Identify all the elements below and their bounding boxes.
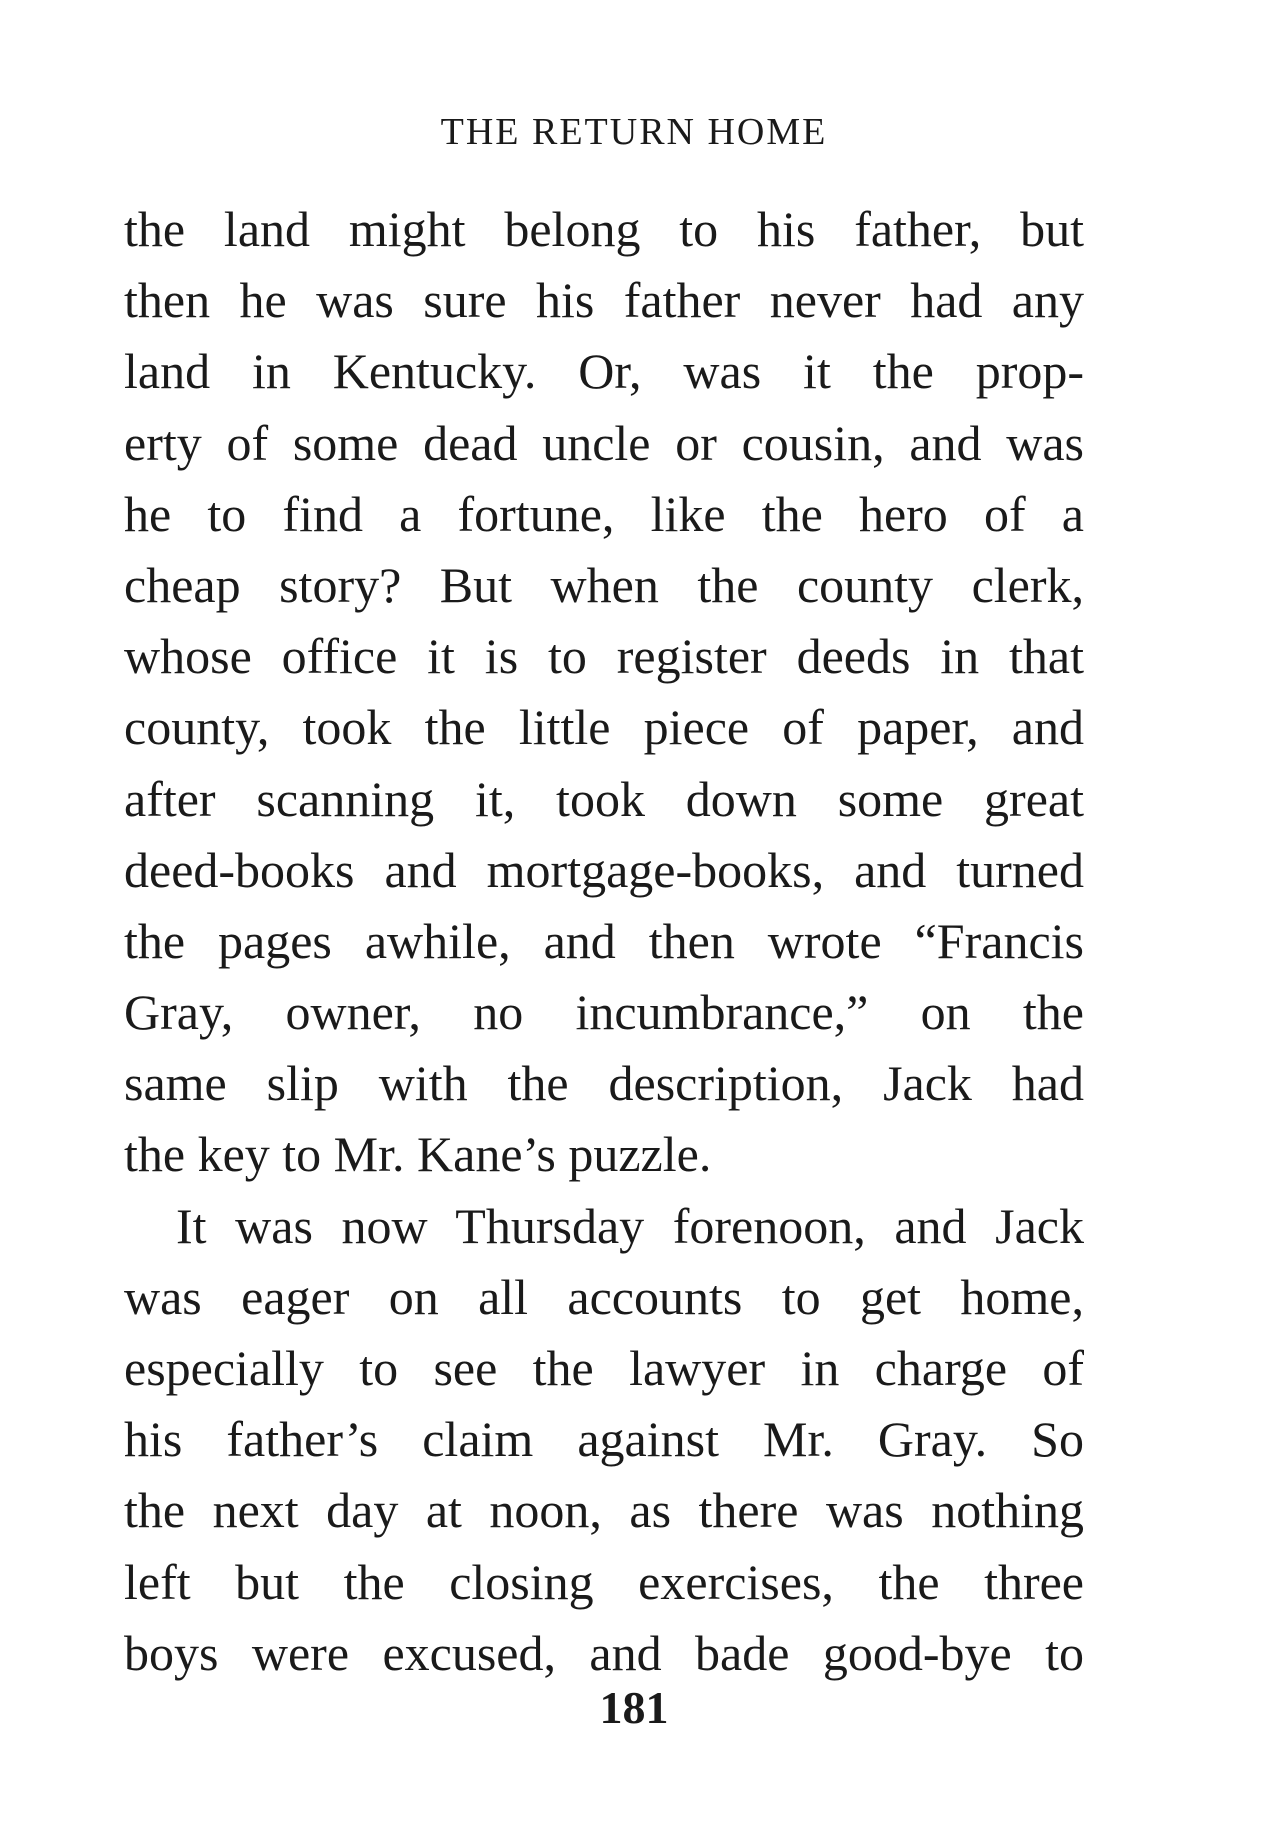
text-line: especially to see the lawyer in charge of (124, 1340, 1084, 1396)
text-line: the next day at noon, as there was nothing (124, 1482, 1084, 1539)
text-line: deed-books and mortgage-books, and turned (124, 841, 1084, 898)
running-head: THE RETURN HOME (440, 111, 828, 153)
text-line: It was now Thursday forenoon, and Jack (176, 1197, 1084, 1254)
page-number: 181 (599, 1682, 669, 1733)
paragraph-2 (124, 1191, 1084, 1689)
text-line: Gray, owner, no incumbrance,” on the (124, 984, 1084, 1041)
text-line: land in Kentucky. Or, was it the prop- (124, 343, 1084, 400)
text-line: same slip with the description, Jack had (124, 1055, 1084, 1112)
text-line: boys were excused, and bade good-bye to (124, 1624, 1084, 1681)
text-line: the pages awhile, and then wrote “Francis (124, 912, 1084, 969)
text-line: after scanning it, took down some great (124, 770, 1084, 827)
text-line: his father’s claim against Mr. Gray. So (124, 1411, 1084, 1468)
body-text (124, 194, 1084, 1689)
text-line: the key to Mr. Kane’s puzzle. (124, 1126, 712, 1183)
text-line: whose office it is to register deeds in that (124, 628, 1084, 685)
text-line: erty of some dead uncle or cousin, and was (124, 414, 1084, 471)
text-line: left but the closing exercises, the three (124, 1553, 1084, 1610)
text-line: was eager on all accounts to get home, (124, 1268, 1084, 1325)
paragraph-1 (124, 194, 1084, 1191)
text-line: cheap story? But when the county clerk, (124, 556, 1084, 613)
text-line: county, took the little piece of paper, and (124, 699, 1084, 756)
text-line: he to find a fortune, like the hero of a (124, 485, 1084, 542)
text-line: then he was sure his father never had any (124, 272, 1084, 329)
text-line: the land might belong to his father, but (124, 201, 1084, 257)
